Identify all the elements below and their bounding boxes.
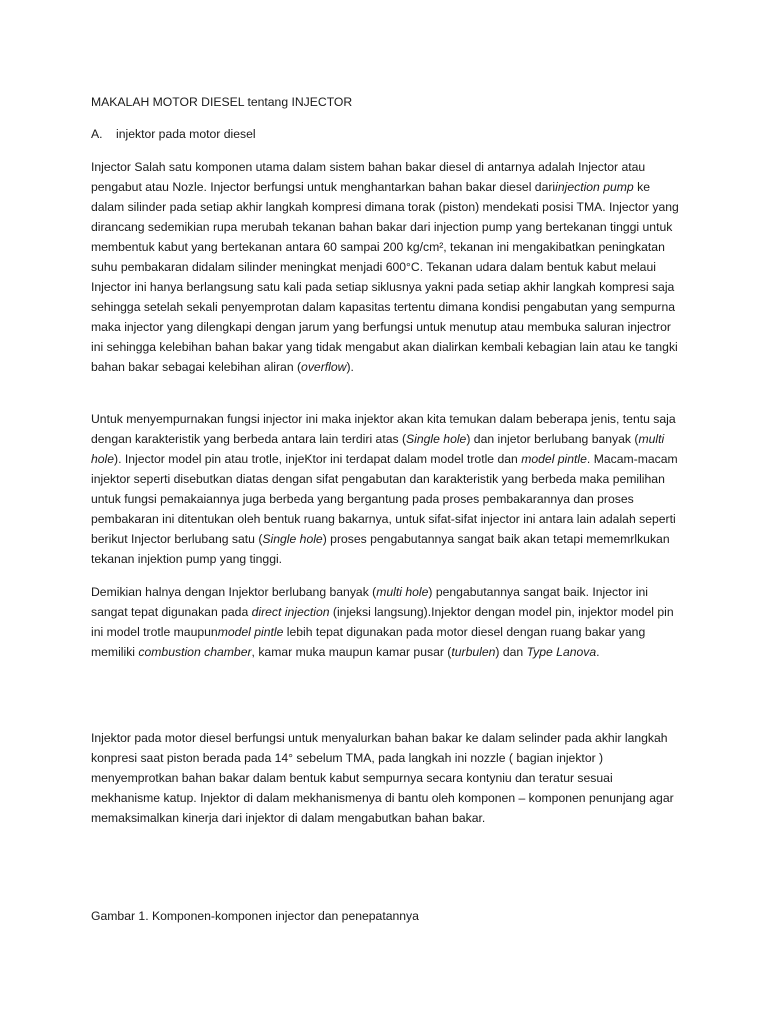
paragraph-1 xyxy=(91,157,681,377)
paragraph-text: Demikian halnya dengan Injektor berlubang banyak ( xyxy=(91,585,377,599)
section-title: injektor pada motor diesel xyxy=(116,127,256,141)
italic-term: injection pump xyxy=(555,180,634,194)
italic-term: model pintle xyxy=(217,625,284,639)
paragraph-text: ). xyxy=(346,360,354,374)
italic-term: Type Lanova xyxy=(526,645,597,659)
paragraph-3 xyxy=(91,582,681,662)
paragraph-text: ) pengabutannya sangat baik. Injector ini sangat tepat digunakan pada xyxy=(91,585,648,619)
paragraph-4: Injektor pada motor diesel berfungsi untuk menyalurkan bahan bakar ke dalam selinder pada akhir langkah konpresi saat piston berada pada 14° sebelum TMA, pada langkah ini nozzle ( bagian injektor ) menyemprotkan bahan bakar dalam bentuk kabut sempurnya secara kontyniu dan teratur sesuai mekhanisme katup. Injektor di dalam mekhanismenya di bantu oleh komponen – komponen penunjang agar memaksimalkan kinerja dari injektor di dalam mengabutkan bahan bakar. xyxy=(91,731,674,825)
paragraph-text: Injector Salah satu komponen utama dalam sistem bahan bakar diesel di antarnya adalah Injector atau pengabut atau Nozle. Injector berfungsi untuk menghantarkan bahan bakar diesel dari xyxy=(91,160,646,194)
paragraph-text: ) proses pengabutannya sangat baik akan tetapi mememrlkukan tekanan injektion pump yang tinggi. xyxy=(91,532,670,566)
paragraph-text: Untuk menyempurnakan fungsi injector ini maka injektor akan kita temukan dalam beberapa jenis, tentu saja dengan karakteristik yang berbeda antara lain terdiri atas ( xyxy=(91,412,676,446)
paragraph-text: , kamar muka maupun kamar pusar ( xyxy=(251,645,452,659)
paragraph-text: lebih tepat digunakan pada motor diesel dengan ruang bakar yang memiliki xyxy=(91,625,646,659)
paragraph-text: . Macam-macam injektor seperti disebutkan diatas dengan sifat pengabutan dan karakteristik yang berbeda maka pemilihan untuk fungsi pemakaiannya juga berbeda yang bergantung pada proses pembakarannya dan proses pembakaran ini ditentukan oleh bentuk ruang bakarnya, untuk sifat-sifat injector ini antara lain adalah seperti berikut Injector berlubang satu ( xyxy=(91,452,678,546)
figure-caption: Gambar 1. Komponen-komponen injector dan penepatannya xyxy=(91,909,419,923)
paragraph-text: . xyxy=(596,645,600,659)
italic-term: Single hole xyxy=(406,432,467,446)
paragraph-text: ke dalam silinder pada setiap akhir langkah kompresi dimana torak (piston) mendekati posisi TMA. Injector yang dirancang sedemikian rupa merubah tekanan bahan bakar dari injection pump yang bertekanan tinggi untuk membentuk kabut yang bertekanan antara 60 sampai 200 kg/cm², tekanan ini mengakibatkan peningkatan suhu pembakaran didalam silinder meningkat menjadi 600°C. Tekanan udara dalam bentuk kabut melaui Injector ini hanya berlangsung satu kali pada setiap siklusnya yakni pada setiap akhir langkah kompresi saja sehingga setelah sekali penyemprotan dalam kapasitas tertentu dimana kondisi pengabutan yang sempurna maka injector yang dilengkapi dengan jarum yang berfungsi untuk menutup atau membuka saluran injectror ini sehingga kelebihan bahan bakar yang tidak mengabut akan dialirkan kembali kebagian lain atau ke tangki bahan bakar sebagai kelebihan aliran ( xyxy=(91,180,679,374)
paragraph-2 xyxy=(91,409,681,569)
italic-term: overflow xyxy=(301,360,347,374)
italic-term: combustion chamber xyxy=(138,645,252,659)
paragraph-text: ) dan injetor berlubang banyak ( xyxy=(466,432,639,446)
italic-term: model pintle xyxy=(521,452,587,466)
section-number: A. xyxy=(91,127,103,141)
italic-term: turbulen xyxy=(451,645,496,659)
italic-term: multi hole xyxy=(91,432,665,466)
paragraph-text: ). Injector model pin atau trotle, injeKtor ini terdapat dalam model trotle dan xyxy=(114,452,522,466)
document-title: MAKALAH MOTOR DIESEL tentang INJECTOR xyxy=(91,95,353,109)
paragraph-text: ) dan xyxy=(495,645,527,659)
section-heading xyxy=(91,124,681,144)
italic-term: multi hole xyxy=(376,585,429,599)
italic-term: Single hole xyxy=(262,532,323,546)
paragraph-text: (injeksi langsung).Injektor dengan model pin, injektor model pin ini model trotle maupun xyxy=(91,605,674,639)
italic-term: direct injection xyxy=(251,605,330,619)
